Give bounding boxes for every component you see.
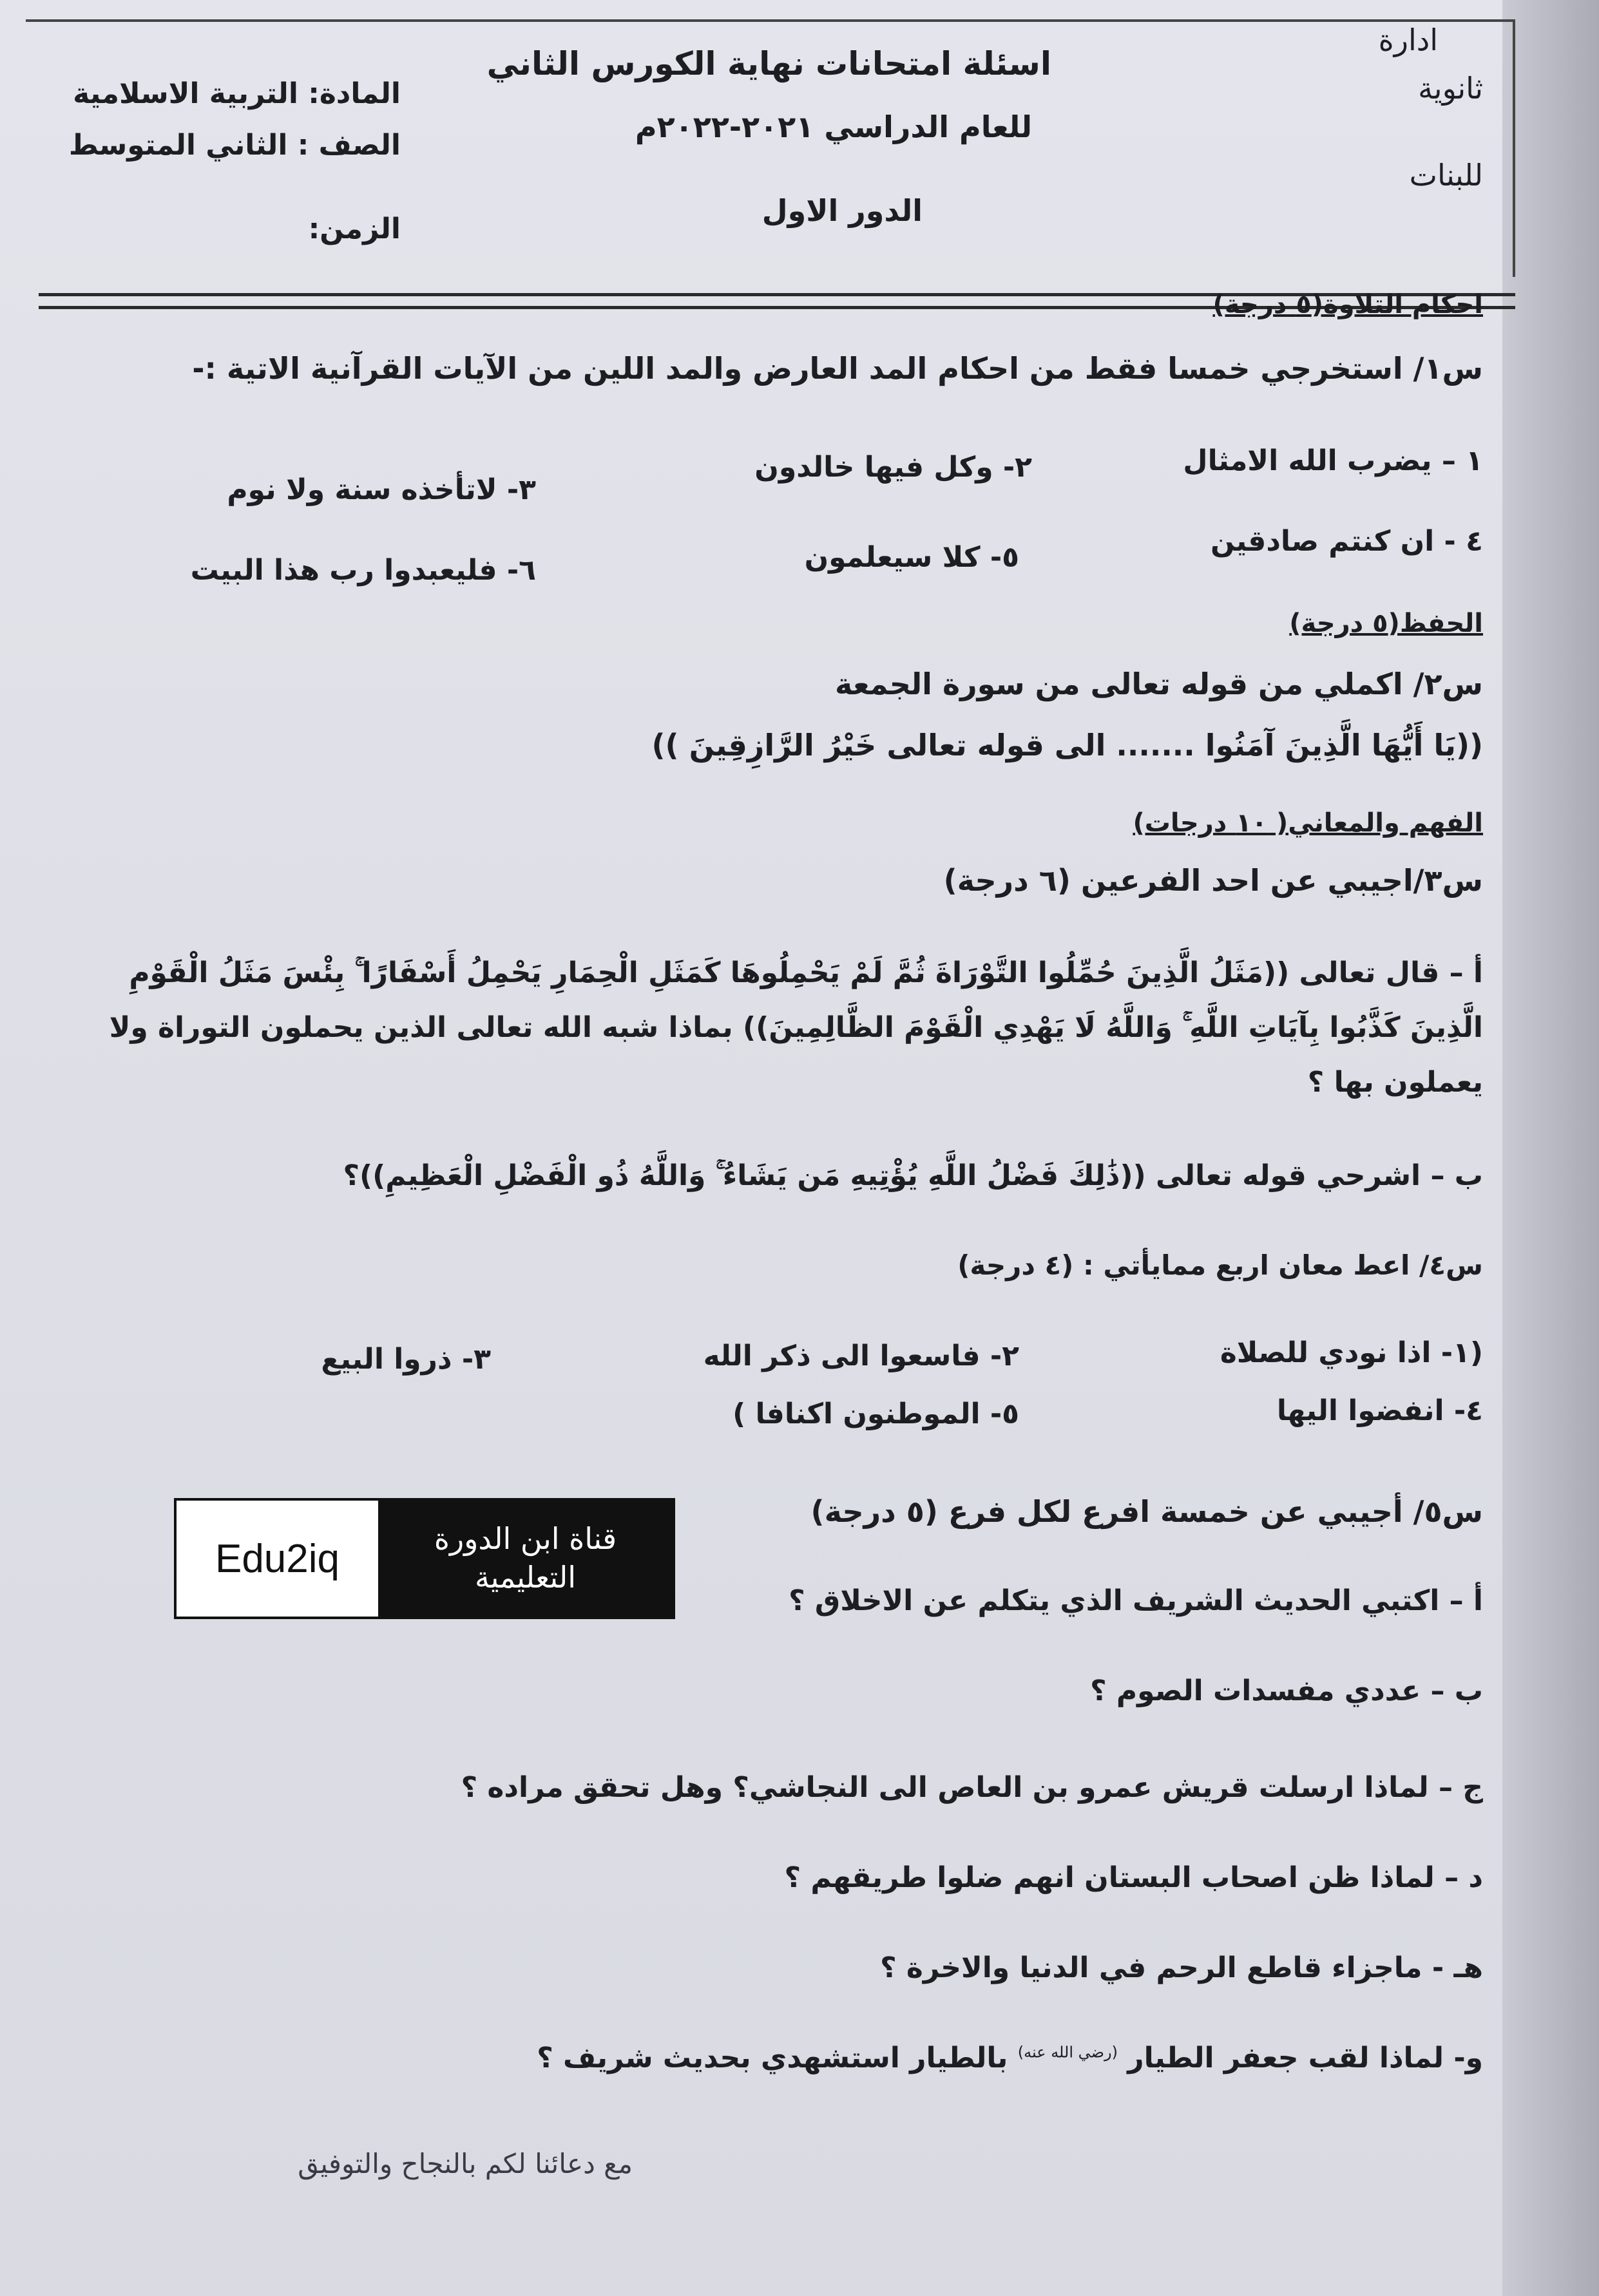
exam-time: الزمن:	[308, 213, 401, 245]
header-border-right	[1513, 19, 1515, 277]
q5-item-f-start: و- لماذا لقب جعفر الطيار	[1127, 2042, 1483, 2074]
q1-item-4: ٤ - ان كنتم صادقين	[1210, 525, 1483, 558]
exam-title: اسئلة امتحانات نهاية الكورس الثاني	[486, 45, 1051, 82]
watermark-channel-line-2: التعليمية	[474, 1560, 577, 1595]
q1-item-5: ٥- كلا سيعلمون	[804, 541, 1019, 574]
question-4: س٤/ اعط معان اربع ممايأتي : (٤ درجة)	[957, 1249, 1483, 1281]
q3-a-line-2: الَّذِينَ كَذَّبُوا بِآيَاتِ اللَّهِ ۚ وَاللَّهُ لَا يَهْدِي الْقَوْمَ الظَّالِمِينَ)) بماذا شبه الله تعالى الذين يحملون التوراة ولا	[109, 1011, 1483, 1044]
q4-item-5: ٥- الموطنون اكنافا )	[732, 1398, 1019, 1430]
q5-item-f-end: بالطيار استشهدي بحديث شريف ؟	[537, 2042, 1008, 2074]
question-3: س٣/اجيبي عن احد الفرعين (٦ درجة)	[943, 863, 1483, 898]
q1-item-3: ٣- لاتأخذه سنة ولا نوم	[227, 473, 536, 506]
exam-round: الدور الاول	[761, 193, 923, 228]
q4-item-4: ٤- انفضوا اليها	[1276, 1394, 1483, 1427]
q5-item-f	[537, 2042, 1483, 2074]
q5-item-e: هـ - ماجزاء قاطع الرحم في الدنيا والاخرة ؟	[880, 1951, 1483, 1984]
section-title-fahm: الفهم والمعاني( ١٠ درجات)	[1133, 808, 1483, 838]
question-2: س٢/ اكملي من قوله تعالى من سورة الجمعة	[835, 667, 1483, 701]
header-school: ثانوية	[1418, 71, 1483, 106]
q5-item-b: ب – عددي مفسدات الصوم ؟	[1090, 1675, 1483, 1707]
watermark-channel	[378, 1501, 673, 1617]
q3-a-line-1: أ – قال تعالى ((مَثَلُ الَّذِينَ حُمِّلُوا التَّوْرَاةَ ثُمَّ لَمْ يَحْمِلُوهَا كَمَثَلِ الْحِمَارِ يَحْمِلُ أَسْفَارًا ۚ بِئْسَ مَثَلُ الْقَوْمِ	[129, 956, 1483, 989]
subject: المادة: التربية الاسلامية	[73, 77, 401, 110]
q5-item-d: د – لماذا ظن اصحاب البستان انهم ضلوا طريقهم ؟	[784, 1861, 1483, 1894]
question-1: س١/ استخرجي خمسا فقط من احكام المد العارض والمد اللين من الآيات القرآنية الاتية :-	[192, 351, 1483, 386]
watermark-brand: Edu2iq	[177, 1501, 378, 1617]
q5-item-a: أ – اكتبي الحديث الشريف الذي يتكلم عن الاخلاق ؟	[789, 1584, 1483, 1617]
q1-item-6: ٦- فليعبدوا رب هذا البيت	[190, 554, 536, 587]
q4-item-3: ٣- ذروا البيع	[321, 1343, 491, 1376]
watermark-channel-line-1: قناة ابن الدورة	[434, 1521, 617, 1557]
q5-item-c: ج – لماذا ارسلت قريش عمرو بن العاص الى النجاشي؟ وهل تحقق مراده ؟	[461, 1771, 1483, 1804]
section-title-hifz: الحفظ(٥ درجة)	[1289, 609, 1483, 638]
header-girls: للبنات	[1409, 158, 1483, 193]
paper-edge	[1502, 0, 1599, 2296]
q1-item-1: ١ – يضرب الله الامثال	[1183, 444, 1483, 477]
section-title-tilawa: احكام التلاوة(٥ درجة)	[1212, 290, 1483, 319]
q2-verse: ((يَا أَيُّهَا الَّذِينَ آمَنُوا ....... الى قوله تعالى خَيْرُ الرَّازِقِينَ ))	[651, 728, 1483, 763]
grade: الصف : الثاني المتوسط	[68, 129, 401, 162]
q3-a-line-3: يعملون بها ؟	[1307, 1066, 1483, 1099]
q5-item-f-honorific: (رضي الله عنه)	[1017, 2043, 1118, 2062]
q4-item-2: ٢- فاسعوا الى ذكر الله	[703, 1340, 1019, 1372]
q1-item-2: ٢- وكل فيها خالدون	[754, 451, 1032, 484]
header-border-top	[26, 19, 1515, 22]
question-5: س٥/ أجيبي عن خمسة افرع لكل فرع (٥ درجة)	[810, 1494, 1483, 1529]
header-admin: ادارة	[1378, 23, 1438, 57]
q3-b: ب – اشرحي قوله تعالى ((ذَٰلِكَ فَضْلُ اللَّهِ يُؤْتِيهِ مَن يَشَاءُ ۚ وَاللَّهُ ذُو الْفَضْلِ الْعَظِيمِ))؟	[343, 1159, 1483, 1192]
academic-year: للعام الدراسي ٢٠٢١-٢٠٢٢م	[635, 109, 1032, 144]
footer-wishes: مع دعائنا لكم بالنجاح والتوفيق	[298, 2148, 633, 2179]
q4-item-1: (١- اذا نودي للصلاة	[1220, 1336, 1483, 1369]
channel-watermark	[174, 1498, 675, 1619]
